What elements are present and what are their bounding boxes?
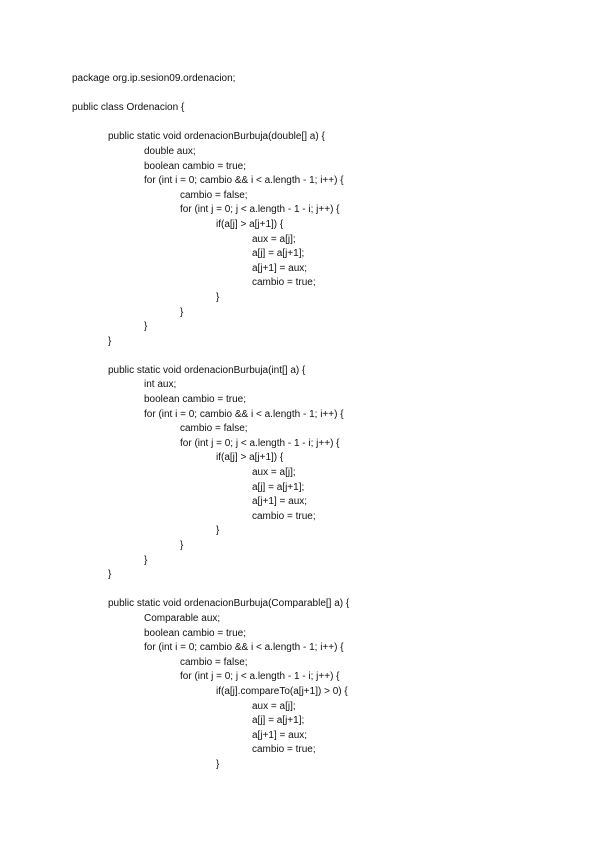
code-line: } (108, 335, 112, 347)
code-line: for (int i = 0; cambio && i < a.length - 1; i++) { (144, 175, 344, 187)
code-line: boolean cambio = true; (144, 627, 247, 639)
code-line: cambio = false; (180, 656, 248, 668)
code-line: if(a[j] > a[j+1]) { (216, 218, 284, 230)
code-line: cambio = true; (252, 744, 316, 756)
code-line: public static void ordenacionBurbuja(int[] a) { (108, 364, 306, 376)
code-line: } (144, 554, 148, 566)
code-line: } (216, 758, 220, 770)
code-line: aux = a[j]; (252, 700, 296, 712)
code-line: cambio = true; (252, 510, 316, 522)
code-line: } (108, 569, 112, 581)
code-line: double aux; (144, 145, 196, 157)
code-line: a[j+1] = aux; (252, 496, 308, 508)
code-line: aux = a[j]; (252, 233, 296, 245)
blank-line (72, 583, 349, 598)
code-line: if(a[j].compareTo(a[j+1]) > 0) { (216, 685, 348, 697)
code-line: a[j] = a[j+1]; (252, 248, 305, 260)
code-line: boolean cambio = true; (144, 394, 247, 406)
code-line: a[j] = a[j+1]; (252, 481, 305, 493)
code-line: boolean cambio = true; (144, 160, 247, 172)
blank-line (72, 349, 349, 364)
code-line: aux = a[j]; (252, 467, 296, 479)
code-line: } (180, 306, 184, 318)
code-line: cambio = true; (252, 277, 316, 289)
code-line: a[j] = a[j+1]; (252, 715, 305, 727)
code-line: cambio = false; (180, 423, 248, 435)
blank-line (72, 116, 349, 131)
code-line: cambio = false; (180, 189, 248, 201)
code-line: } (216, 525, 220, 537)
source-code-listing (72, 72, 349, 773)
code-line: for (int j = 0; j < a.length - 1 - i; j++) { (180, 204, 340, 216)
code-line: int aux; (144, 379, 177, 391)
code-line: for (int i = 0; cambio && i < a.length - 1; i++) { (144, 642, 344, 654)
code-line: for (int j = 0; j < a.length - 1 - i; j++) { (180, 437, 340, 449)
code-line: public static void ordenacionBurbuja(double[] a) { (108, 131, 325, 143)
code-line: a[j+1] = aux; (252, 262, 308, 274)
code-line: package org.ip.sesion09.ordenacion; (72, 73, 236, 84)
code-line: a[j+1] = aux; (252, 729, 308, 741)
code-line: for (int j = 0; j < a.length - 1 - i; j++) { (180, 671, 340, 683)
code-line: for (int i = 0; cambio && i < a.length - 1; i++) { (144, 408, 344, 420)
code-line: } (144, 321, 148, 333)
code-line: Comparable aux; (144, 612, 221, 624)
code-line: } (180, 540, 184, 551)
code-line: if(a[j] > a[j+1]) { (216, 452, 284, 464)
code-line: public static void ordenacionBurbuja(Comparable[] a) { (108, 598, 350, 610)
blank-line (72, 87, 349, 102)
code-line: public class Ordenacion { (72, 102, 185, 114)
code-line: } (216, 291, 220, 303)
